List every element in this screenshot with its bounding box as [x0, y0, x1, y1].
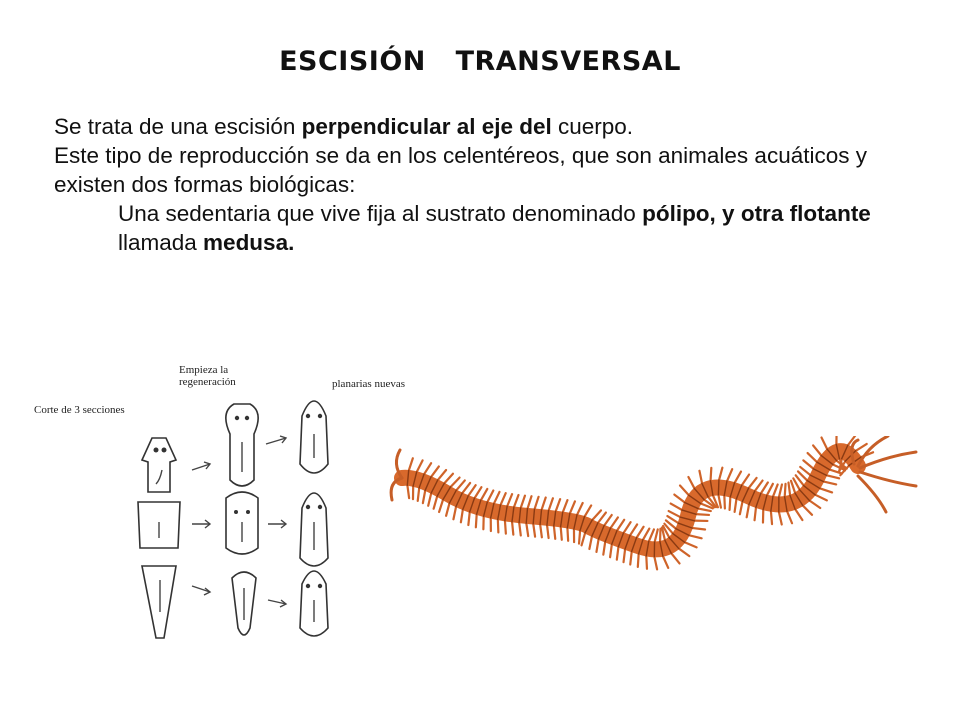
- bold-run: pólipo, y otra flotante: [642, 201, 871, 226]
- worm-leg: [438, 470, 446, 480]
- worm-leg: [787, 511, 792, 523]
- worm-leg: [742, 475, 749, 486]
- worm-leg: [521, 496, 525, 509]
- bold-run: perpendicular al eje del: [301, 114, 552, 139]
- worm-leg: [689, 535, 702, 538]
- annelid-worm-icon: [388, 436, 928, 606]
- worm-leg: [643, 529, 650, 541]
- worm-leg: [636, 527, 643, 538]
- worm-leg: [512, 521, 513, 534]
- worm-leg: [577, 503, 583, 515]
- worm-leg: [519, 522, 521, 535]
- label-regen-line1: Empieza la: [179, 364, 229, 376]
- worm-leg: [767, 484, 773, 496]
- worm-leg: [655, 529, 658, 542]
- worm-leg: [730, 497, 731, 510]
- worm-leg: [541, 498, 545, 511]
- worm-leg: [589, 536, 592, 549]
- slide-title: ESCISIÓN TRANSVERSAL: [279, 46, 681, 77]
- label-new-planarias: planarias nuevas: [332, 378, 405, 390]
- worm-leg: [623, 522, 630, 533]
- worm-leg: [584, 505, 591, 516]
- worm-leg: [819, 488, 832, 492]
- worm-leg: [540, 524, 542, 537]
- worm-leg: [507, 494, 512, 506]
- worm-leg: [500, 493, 505, 505]
- worm-leg: [439, 499, 443, 512]
- worm-leg: [826, 475, 839, 478]
- worm-leg: [409, 458, 413, 471]
- worm-leg: [476, 514, 477, 527]
- worm-leg: [646, 555, 647, 568]
- text-run: Una sedentaria que vive fija al sustrato denominado: [118, 201, 643, 226]
- worm-leg: [674, 495, 685, 503]
- worm-leg: [417, 460, 423, 472]
- bold-run: medusa.: [203, 230, 295, 255]
- worm-leg: [773, 484, 778, 496]
- worm-leg: [534, 497, 538, 510]
- worm-leg: [696, 514, 709, 515]
- worm-leg: [570, 501, 575, 513]
- worm-leg: [533, 523, 535, 536]
- worm-leg: [671, 553, 679, 563]
- worm-leg: [556, 499, 561, 512]
- worm-leg: [567, 527, 568, 540]
- worm-leg: [813, 445, 821, 455]
- worm-leg: [431, 466, 439, 477]
- planaria-regeneration-figure: [24, 352, 444, 652]
- worm-leg: [669, 511, 681, 517]
- worm-leg: [446, 503, 449, 516]
- worm-leg: [498, 519, 499, 532]
- worm-leg: [424, 463, 431, 474]
- worm-leg: [671, 504, 683, 511]
- label-regen-line2: regeneración: [179, 376, 236, 388]
- body-text: [54, 112, 914, 257]
- worm-leg: [494, 492, 500, 504]
- worm-leg: [771, 511, 772, 524]
- worm-leg: [755, 481, 763, 492]
- worm-illustration: [388, 436, 928, 606]
- paragraph-celenterates: Este tipo de reproducción se da en los celentéreos, que son animales acuáticos y existen dos formas biológicas:: [54, 143, 867, 197]
- worm-leg: [748, 478, 756, 489]
- worm-leg: [821, 438, 827, 450]
- worm-leg: [423, 490, 425, 503]
- worm-segment: [718, 480, 719, 496]
- worm-leg: [649, 529, 654, 541]
- worm-leg: [638, 554, 639, 567]
- worm-leg: [809, 500, 820, 508]
- worm-leg: [761, 482, 768, 493]
- worm-leg: [692, 528, 705, 530]
- planaria-diagram-icon: [24, 352, 444, 652]
- worm-leg: [803, 460, 813, 469]
- worm-leg: [855, 444, 866, 451]
- worm-leg: [698, 508, 711, 511]
- worm-leg: [456, 480, 465, 490]
- text-run: llamada: [118, 230, 204, 255]
- worm-leg: [630, 551, 631, 564]
- worm-leg: [617, 520, 624, 531]
- worm-leg: [779, 511, 782, 524]
- worm-leg: [654, 556, 657, 569]
- worm-leg: [718, 495, 721, 508]
- worm-leg: [610, 517, 618, 528]
- worm-leg: [684, 542, 696, 547]
- worm-leg: [549, 498, 553, 511]
- worm-leg: [711, 468, 712, 481]
- worm-leg: [795, 509, 802, 520]
- worm-leg: [815, 495, 827, 501]
- text-run: Se trata de una escisión: [54, 114, 302, 139]
- paragraph-forms: [54, 199, 914, 257]
- worm-leg: [563, 500, 568, 512]
- worm-leg: [418, 488, 420, 501]
- worm-leg: [582, 532, 586, 545]
- worm-leg: [526, 523, 528, 536]
- worm-leg: [734, 472, 741, 484]
- worm-leg: [803, 505, 812, 514]
- worm-leg: [474, 487, 481, 498]
- worm-leg: [407, 485, 409, 498]
- worm-leg: [680, 485, 689, 495]
- worm-leg: [688, 477, 694, 489]
- worm-leg: [724, 495, 725, 508]
- worm-leg: [610, 544, 612, 557]
- worm-leg: [453, 506, 456, 519]
- worm-leg: [779, 484, 782, 497]
- worm-leg: [735, 499, 737, 512]
- worm-leg: [487, 491, 493, 503]
- worm-leg: [481, 489, 488, 501]
- worm-leg: [514, 495, 519, 508]
- worm-leg: [579, 530, 580, 543]
- worm-leg: [505, 520, 506, 533]
- worm-leg: [788, 483, 790, 496]
- worm-leg: [434, 496, 438, 509]
- worm-leg: [561, 526, 562, 539]
- text-run: cuerpo.: [551, 114, 634, 139]
- worm-leg: [592, 510, 601, 520]
- worm-leg: [630, 524, 637, 535]
- worm-leg: [468, 512, 469, 525]
- worm-leg: [428, 493, 431, 506]
- worm-leg: [468, 485, 476, 496]
- worm-leg: [596, 539, 598, 552]
- worm-leg: [554, 526, 555, 539]
- worm-leg: [679, 548, 690, 556]
- worm-leg: [755, 507, 756, 520]
- worm-leg: [527, 496, 531, 509]
- worm-leg: [624, 549, 626, 562]
- paragraph-definition: [54, 112, 914, 141]
- worm-leg: [727, 469, 732, 481]
- worm-leg: [699, 471, 702, 484]
- label-cut: Corte de 3 secciones: [34, 404, 125, 416]
- worm-leg: [547, 525, 549, 538]
- worm-leg: [462, 483, 470, 494]
- worm-leg: [604, 515, 612, 526]
- worm-leg: [603, 541, 605, 554]
- worm-leg: [444, 474, 453, 484]
- worm-leg: [808, 453, 818, 462]
- worm-leg: [461, 509, 463, 522]
- worm-leg: [719, 468, 722, 481]
- worm-leg: [617, 546, 619, 559]
- worm-leg: [663, 556, 668, 568]
- worm-leg: [785, 484, 786, 497]
- worm-leg: [823, 481, 836, 484]
- worm-leg: [450, 478, 459, 488]
- worm-leg: [740, 501, 743, 514]
- worm-leg: [747, 504, 749, 517]
